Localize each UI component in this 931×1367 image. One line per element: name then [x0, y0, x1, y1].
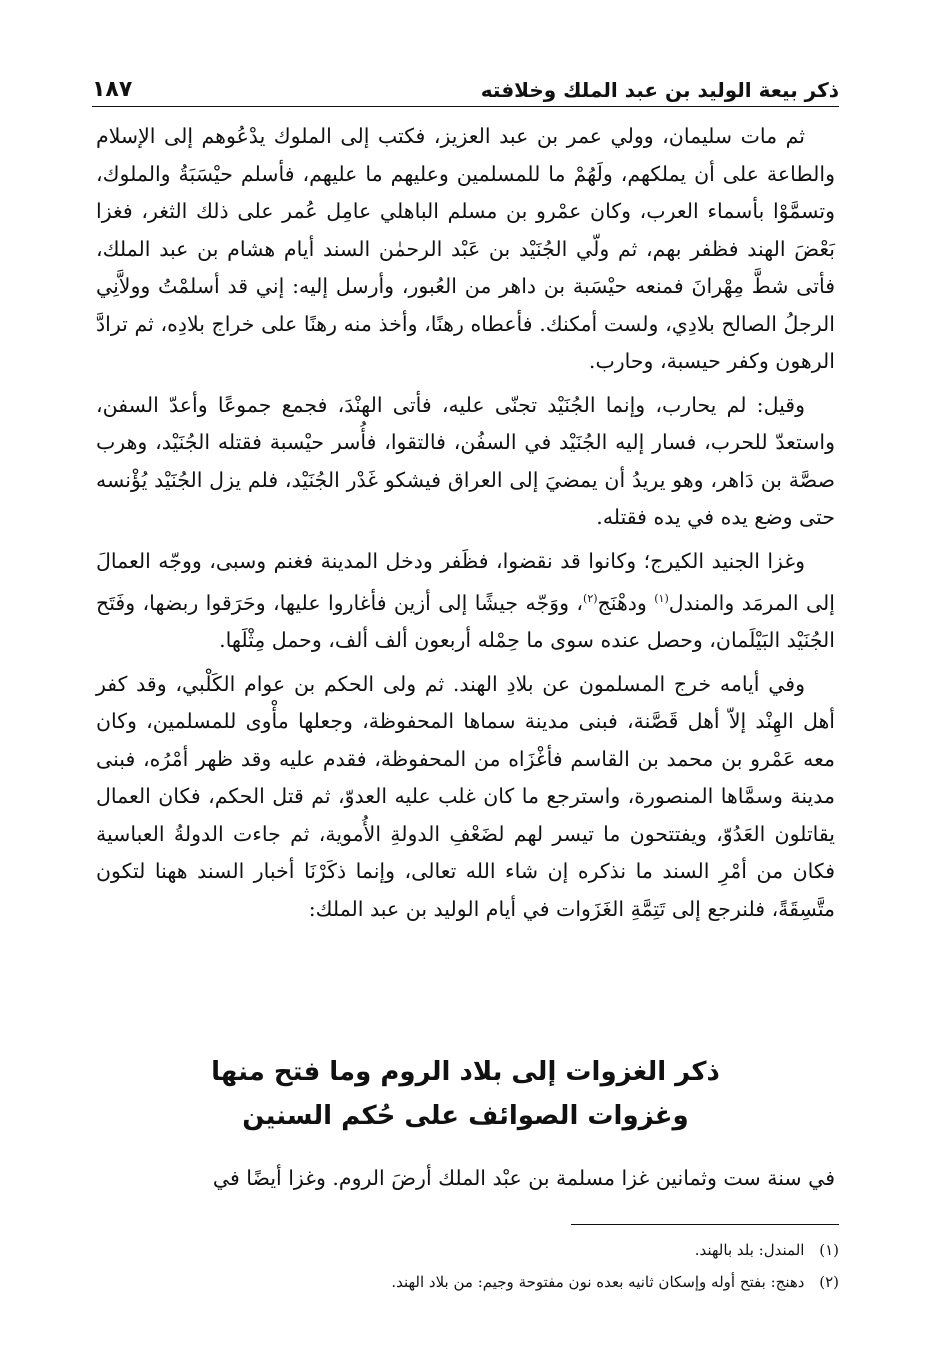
paragraph-3 [96, 543, 835, 660]
paragraph-1: ثم مات سليمان، وولي عمر بن عبد العزيز، فكتب إلى الملوك يدْعُوهم إلى الإسلام والطاعة على أن يملكهم، ولَهُمْ ما للمسلمين وعليهم ما عليهم، فأسلم حيْسَبَةُ والملوك، وتسمَّوْا بأسماء العرب، وكان عمْرو بن مسلم الباهلي عامِل عُمر على ذلك الثغر، فغزا بَعْضَ الهند فظفر بهم، ثم ولّي الجُنَيْد بن عَبْد الرحمٰن السند أيام هشام بن عبد الملك، فأتى شطَّ مِهْرانَ فمنعه حيْسَبة بن داهر من العُبور، وأرسل إليه: إني قد أسلمْتُ وولاَّنِي الرجلُ الصالح بلادِي، ولست أمكنك. فأعطاه رهنًا، وأخذ منه رهنًا على خراج بلادِه، ثم ترادَّ الرهون وكفر حيسبة، وحارب. [96, 124, 835, 373]
running-header [92, 66, 839, 107]
footnotes [96, 1236, 839, 1300]
footnote-1 [96, 1236, 839, 1264]
paragraph-2: وقيل: لم يحارب، وإنما الجُنَيْد تجنّى عليه، فأتى الهنْدَ، فجمع جموعًا وأعدّ السفن، واستعدّ للحرب، فسار إليه الجُنَيْد في السفُن، فالتقوا، فأُسر حيْسبة فقتله الجُنَيْد، وهرب صصَّة بن دَاهر، وهو يريدُ أن يمضيَ إلى العراق فيشكو غَدْر الجُنَيْد، فلم يزل الجُنَيْد يُؤْنسه حتى وضع يده في يده فقتله. [96, 392, 835, 529]
paragraph-3-part-1: وغزا الجنيد الكيرج؛ وكانوا قد نقضوا، فظَفر ودخل المدينة فغنم وسبى، ووجّه العمالَ إلى المرمَد والمندل [96, 548, 835, 615]
paragraph-3-part-3: ، ووَجّه جيشًا إلى أزين فأغاروا عليها، وحَرَقوا ربضها، وفَتَح الجُنَيْد البَيْلَمان، وحصل عنده سوى ما حِمْله أربعون ألف ألف، وحمل مِثْلَها. [96, 590, 835, 653]
paragraph-3-part-2: ودهْنَج [597, 590, 655, 615]
paragraph-4: وفي أيامه خرج المسلمون عن بلادِ الهند. ثم ولى الحكم بن عوام الكَلْبي، وقد كفر أهل الهِنْد إلاّ أهل قَصَّنة، فبنى مدينة سماها المحفوظة، وجعلها مأْوى للمسلمين، وكان معه عَمْرو بن محمد بن القاسم فأغْزَاه من المحفوظة، فقدم عليه وقد ظهر أمْرُه، فبنى مدينة وسمَّاها المنصورة، واسترجع ما كان غلب عليه العدوّ، ثم قتل الحكم، فكان العمال يقاتلون العَدُوّ، ويفتتحون ما تيسر لهم لضَعْفِ الدولةِ الأُموية، ثم جاءت الدولةُ العباسية فكان من أمْرِ السند ما نذكره إن شاء الله تعالى، وإنما ذكَرْنَا أخبار السند ههنا لتكون متَّسِقَةً، فلنرجع إلى تَتِمَّةِ الغَزَوات في أيام الوليد بن عبد الملك: [96, 671, 836, 921]
footnote-2 [96, 1268, 839, 1296]
header-title: ذكر بيعة الوليد بن عبد الملك وخلافته [480, 78, 839, 102]
footnote-1-text: المندل: بلد بالهند. [694, 1241, 805, 1259]
footnote-ref-1: (١) [654, 592, 669, 605]
footnote-ref-2: (٢) [583, 592, 598, 605]
page-number: ١٨٧ [92, 77, 133, 102]
body-text [96, 118, 835, 934]
section-heading-line-1: ذكر الغزوات إلى بلاد الروم وما فتح منها [211, 1057, 720, 1087]
section-heading [96, 1050, 835, 1138]
footnote-divider [571, 1224, 839, 1225]
section-heading-line-2: وغزوات الصوائف على حُكم السنين [242, 1101, 689, 1131]
footnote-2-text: دهنج: بفتح أوله وإسكان ثانيه بعده نون مفتوحة وجيم: من بلاد الهند. [391, 1273, 805, 1291]
section-opening-text: في سنة ست وثمانين غزا مسلمة بن عبْد الملك أرضَ الروم. وغزا أيضًا في [212, 1166, 835, 1190]
footnote-1-number: (١) [819, 1241, 839, 1259]
footnote-2-number: (٢) [819, 1273, 839, 1291]
